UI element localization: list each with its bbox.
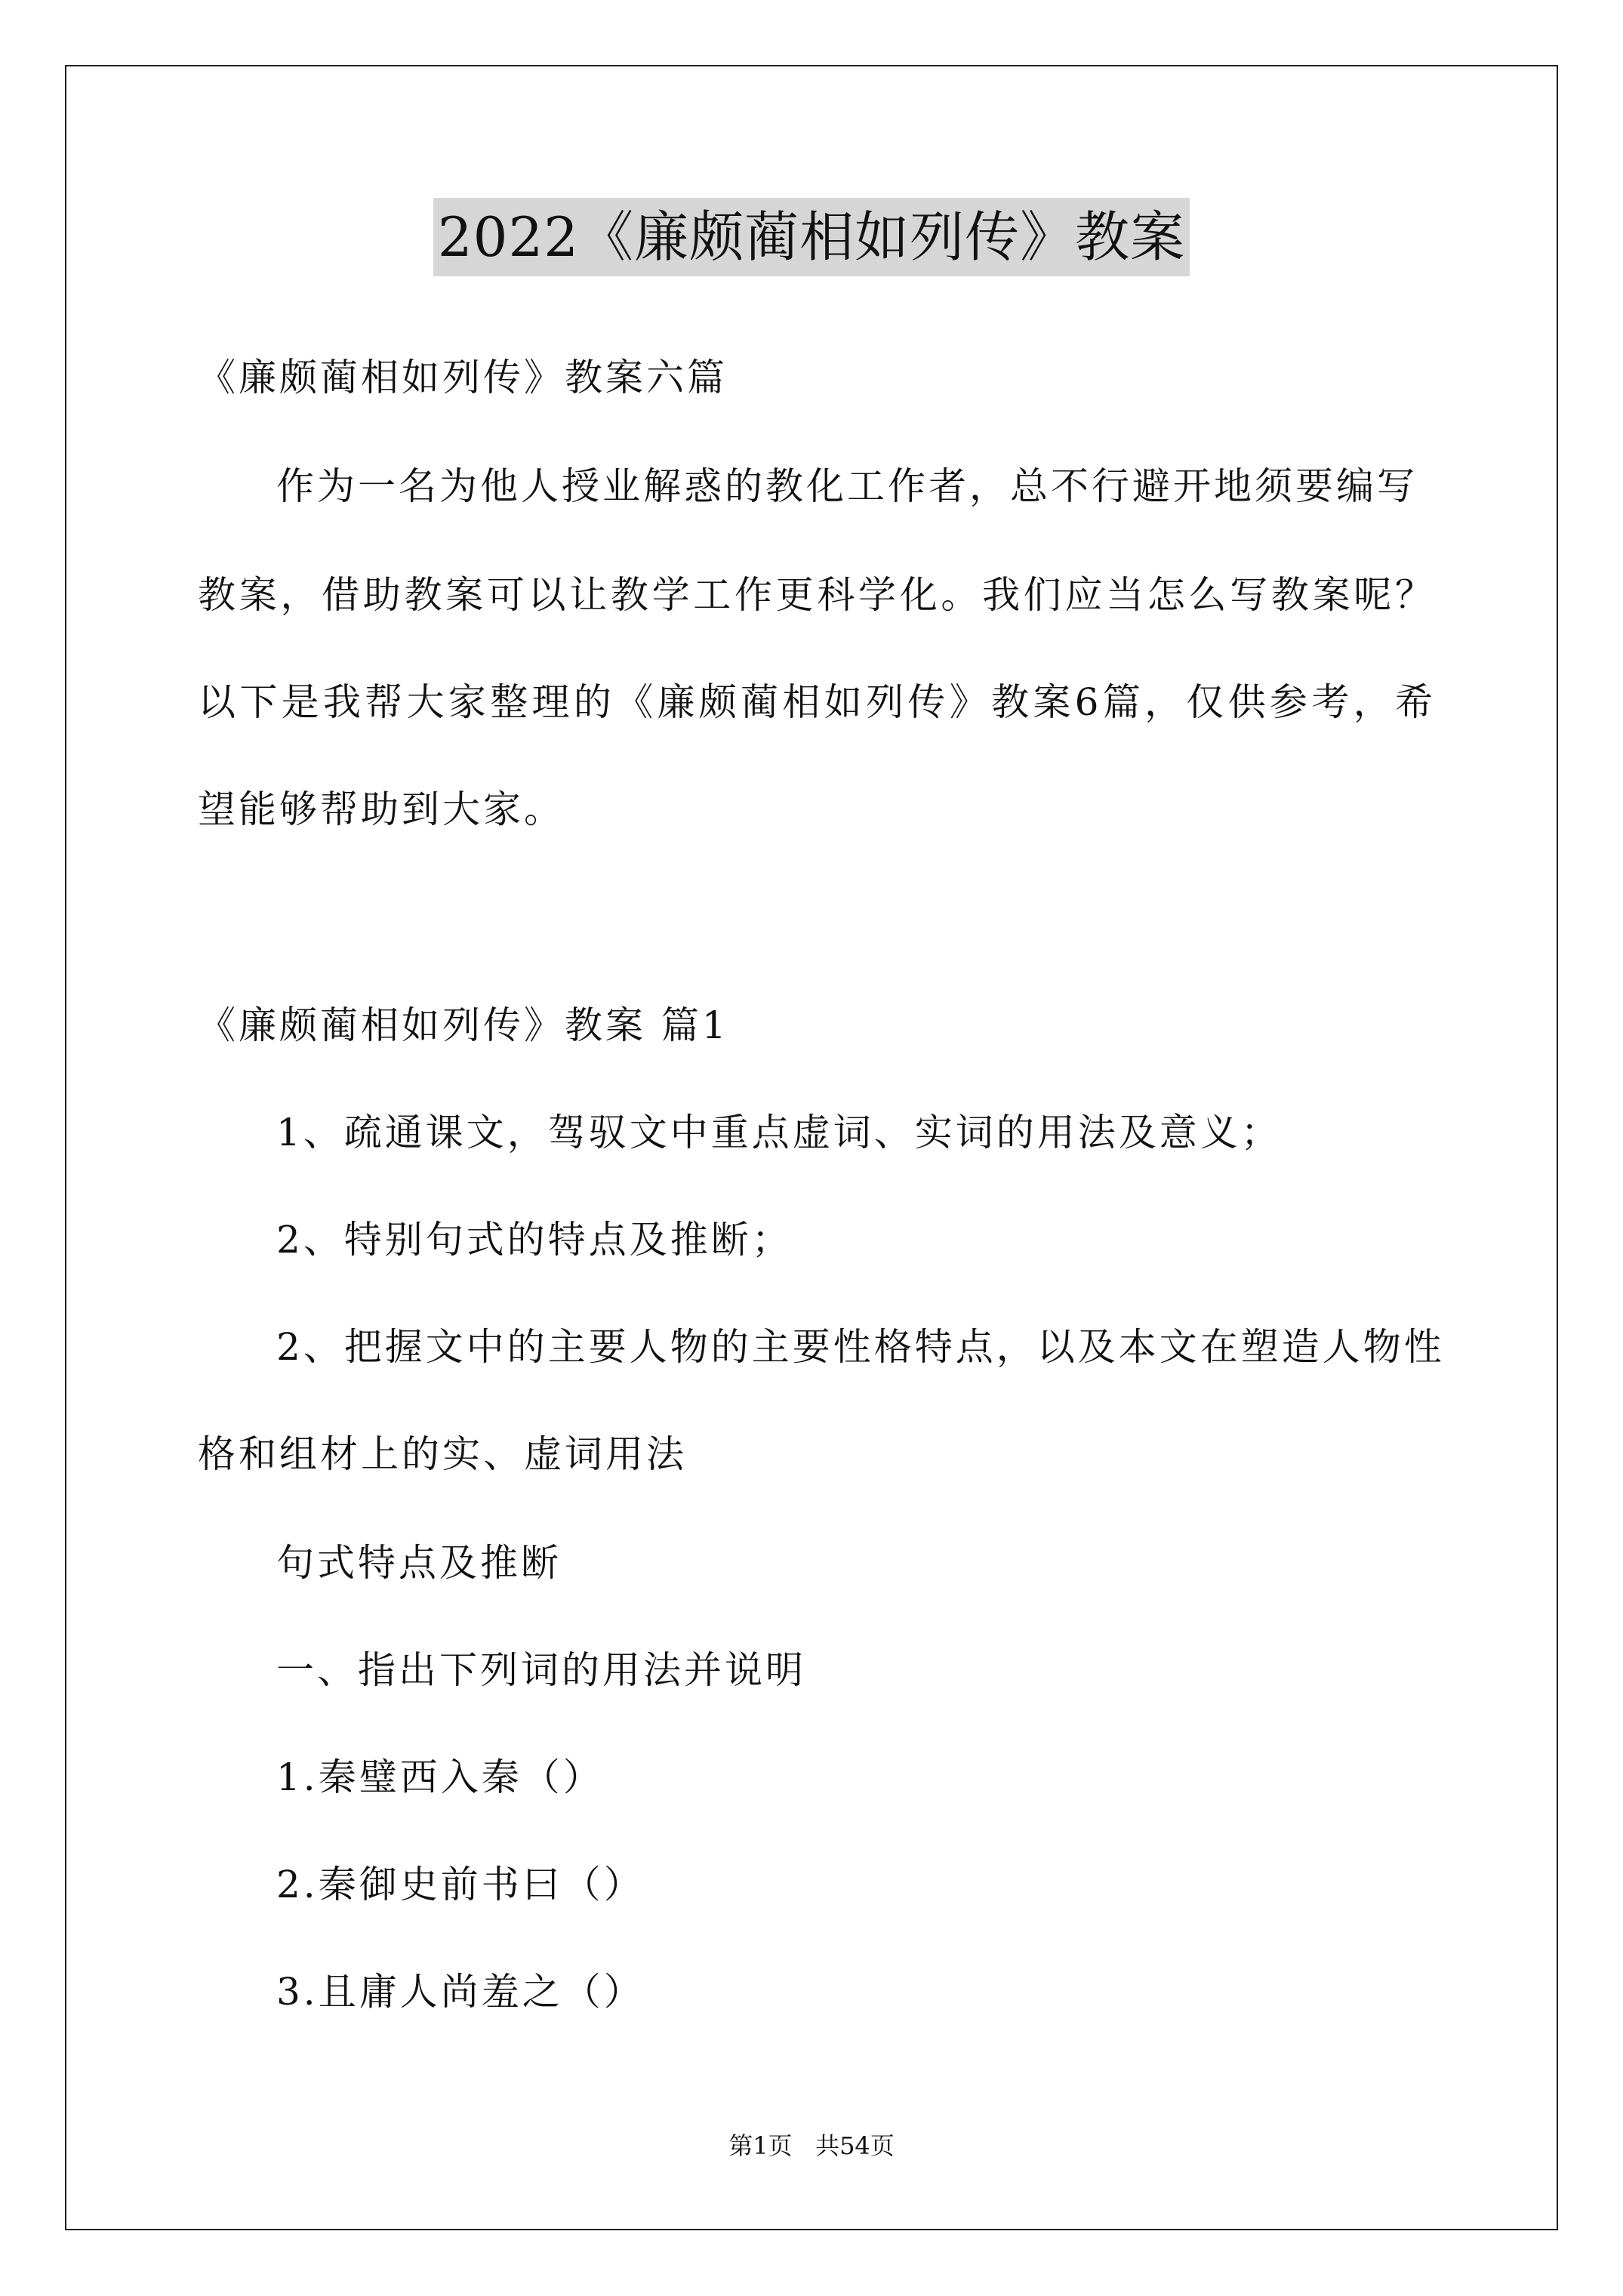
list-item: 格和组材上的实、虚词用法 xyxy=(198,1432,687,1476)
section-heading: 《廉颇蔺相如列传》教案 篇1 xyxy=(198,1003,729,1047)
list-item: 2、特别句式的特点及推断； xyxy=(276,1218,793,1262)
intro-line-1: 作为一名为他人授业解惑的教化工作者，总不行避开地须要编写 xyxy=(276,464,1418,508)
list-item: 3.且庸人尚羞之（） xyxy=(276,1970,645,2014)
list-item: 一、指出下列词的用法并说明 xyxy=(276,1648,806,1692)
list-item: 1、疏通课文，驾驭文中重点虚词、实词的用法及意义； xyxy=(276,1111,1282,1154)
document-subtitle: 《廉颇蔺相如列传》教案六篇 xyxy=(198,356,728,399)
list-item: 2、把握文中的主要人物的主要性格特点，以及本文在塑造人物性 xyxy=(276,1325,1445,1369)
document-title: 2022《廉颇蔺相如列传》教案 xyxy=(433,198,1190,276)
title-container xyxy=(0,198,1623,276)
list-item: 2.秦御史前书曰（） xyxy=(276,1863,645,1906)
intro-line-4: 望能够帮助到大家。 xyxy=(198,787,565,831)
page-footer: 第1页 共54页 xyxy=(728,2131,895,2160)
intro-line-2: 教案，借助教案可以让教学工作更科学化。我们应当怎么写教案呢？ xyxy=(198,573,1433,617)
intro-line-3: 以下是我帮大家整理的《廉颇蔺相如列传》教案6篇，仅供参考，希 xyxy=(198,680,1433,724)
list-item: 1.秦璧西入秦（） xyxy=(276,1755,604,1799)
list-item: 句式特点及推断 xyxy=(276,1541,562,1585)
